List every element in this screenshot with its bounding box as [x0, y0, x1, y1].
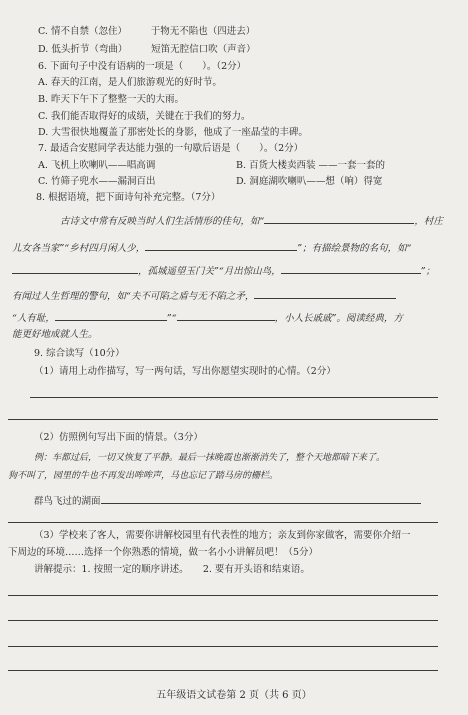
answer-line[interactable] — [8, 419, 438, 420]
q8-blank-4[interactable] — [281, 264, 421, 274]
q9-sub2: （2）仿照例句写出下面的情景。（3分） — [34, 432, 203, 443]
q9-sub3-line1: （3）学校来了客人，需要你讲解校园里有代表性的地方；亲友到你家做客，需要你介绍一 — [34, 530, 411, 541]
q8-text: 古诗文中常有反映当时人们生活情形的佳句，如“ — [60, 216, 265, 227]
q8-blank-7[interactable] — [177, 311, 275, 321]
q7-option-c: C. 竹筛子兜水——漏洞百出 — [38, 176, 156, 187]
q9-sub3-line2: 下周边的环境……选择一个你熟悉的情境，做一名小小讲解员吧！（5分） — [8, 547, 319, 558]
q8-line3 — [12, 264, 435, 278]
q6-option-a: A. 春天的江南，是人们旅游观光的好时节。 — [38, 77, 222, 88]
q8-stem: 8. 根据语境，把下面诗句补充完整。（7分） — [36, 192, 221, 203]
answer-line[interactable] — [101, 494, 421, 504]
q9-example-line1: 例：车都过后，一切又恢复了平静。最后一抹晚霞也渐渐消失了，整个天地都暗下来了。 — [34, 453, 386, 463]
q5-option-c: C. 情不自禁（忽住） 于物无不陷也（四进去） — [38, 26, 256, 37]
q8-text: ，小人长戚戚”。阅读经典，方 — [274, 313, 403, 324]
answer-line[interactable] — [8, 670, 438, 671]
q8-blank-1[interactable] — [264, 214, 414, 224]
q8-text: ”；有描绘景物的名句，如“ — [297, 243, 412, 254]
q8-blank-5[interactable] — [254, 289, 396, 299]
q8-text: ”； — [420, 266, 436, 277]
q8-line1 — [60, 214, 443, 228]
q8-text: 有闻过人生哲理的警句，如“夫不可陷之盾与无不陷之矛， — [12, 291, 255, 302]
answer-line[interactable] — [30, 397, 438, 398]
q6-option-d: D. 大雪很快地覆盖了那密处长的身影，他成了一座晶莹的丰碑。 — [38, 127, 308, 138]
q6-stem: 6. 下面句子中没有语病的一项是（ ）。（2分） — [38, 61, 247, 72]
q8-line5 — [12, 311, 403, 325]
q8-text: ，孤城遥望玉门关”“月出惊山鸟， — [138, 266, 281, 277]
q5-option-d: D. 低头折节（弯曲） 短笛无腔信口吹（声音） — [38, 44, 256, 55]
q9-tips: 讲解提示：1. 按照一定的顺序讲述。 2. 要有开头语和结束语。 — [34, 564, 310, 575]
q8-text: 儿女各当家”“乡村四月闲人少， — [12, 243, 146, 254]
q9-example-line2: 狗不叫了，园里的牛也不再发出哞哞声，马也忘记了踏马房的栅栏。 — [8, 471, 279, 481]
q8-line2 — [12, 241, 411, 255]
q8-text: ”“ — [166, 313, 177, 324]
q8-blank-3[interactable] — [12, 264, 138, 274]
page-footer: 五年级语文试卷第 2 页（共 6 页） — [156, 690, 312, 701]
q8-blank-2[interactable] — [145, 241, 297, 251]
q6-option-b: B. 昨天下午下了整整一天的大雨。 — [38, 94, 185, 105]
q9-prompt-text: 群鸟飞过的湖面 — [34, 496, 101, 507]
q7-stem: 7. 最适合安慰同学表达能力强的一句歇后语是（ ）。（2分） — [38, 143, 304, 154]
q8-text: ，村庄 — [414, 216, 443, 227]
q8-blank-6[interactable] — [55, 311, 167, 321]
q8-text: “人有耻， — [12, 313, 55, 324]
answer-line[interactable] — [8, 522, 438, 523]
answer-line[interactable] — [8, 620, 438, 621]
q9-sub1: （1）请用上动作描写，写一两句话，写出你愿望实现时的心情。（2分） — [34, 366, 336, 377]
q6-option-c: C. 我们能否取得好的成绩，关键在于我们的努力。 — [38, 111, 251, 122]
q8-line4 — [12, 289, 396, 303]
answer-line[interactable] — [8, 595, 438, 596]
answer-line[interactable] — [8, 646, 438, 647]
q7-option-a: A. 飞机上吹喇叭——唱高调 — [38, 160, 156, 171]
q9-stem: 9. 综合读写（10分） — [34, 348, 125, 359]
q7-option-b: B. 百货大楼卖西装 ——一套一套的 — [236, 160, 386, 171]
q7-option-d: D. 洞庭湖吹喇叭——想（响）得宽 — [236, 176, 383, 187]
q9-prompt — [34, 494, 421, 508]
q8-line6: 能更好地成就人生。 — [12, 329, 98, 340]
